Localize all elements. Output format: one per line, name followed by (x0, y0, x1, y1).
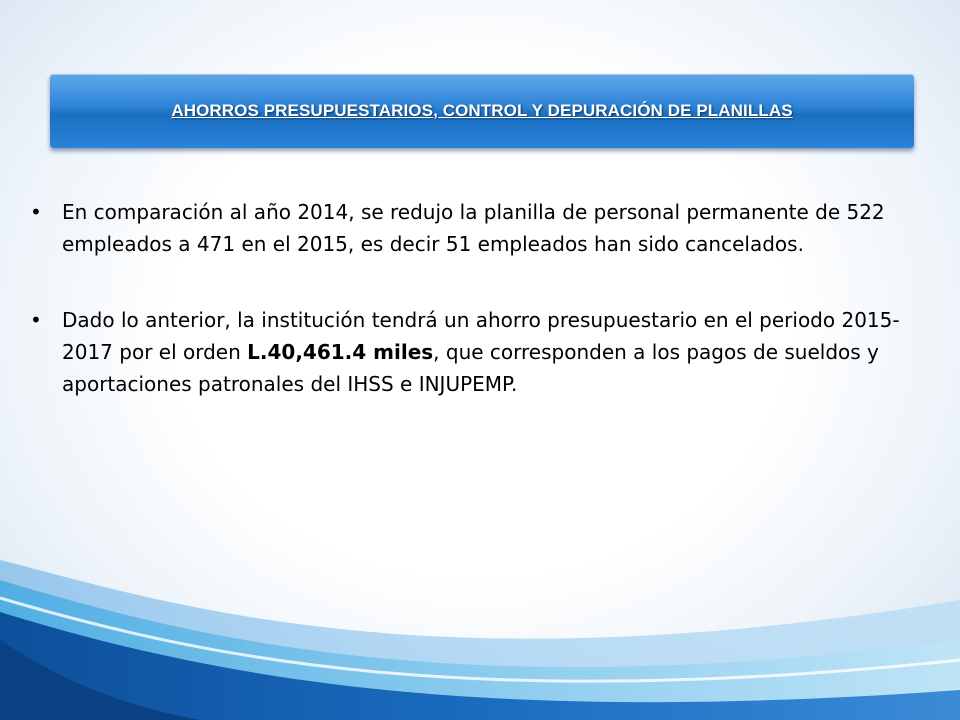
bullet-text: En comparación al año 2014, se redujo la planilla de personal permanente de 522 empleados a 471 en el 2015, es decir 51 empleados han sido cancelados. (62, 200, 885, 256)
bullet-icon: • (30, 308, 42, 332)
bullet-icon: • (30, 200, 42, 224)
bullet-text-after: , que corresponden a los pagos de sueldos y aportaciones patronales del IHSS e INJUPEMP. (62, 340, 879, 396)
bullet-text-before: Dado lo anterior, la institución tendrá un ahorro presupuestario en el periodo 2015-2017 por el orden (62, 308, 900, 364)
savings-amount: L.40,461.4 miles (247, 340, 434, 364)
slide-title: AHORROS PRESUPUESTARIOS, CONTROL Y DEPURACIÓN DE PLANILLAS (171, 101, 793, 120)
title-banner (50, 74, 914, 148)
bullet-list (28, 196, 908, 444)
bullet-item-2 (28, 304, 908, 400)
bullet-item-1 (28, 196, 908, 260)
